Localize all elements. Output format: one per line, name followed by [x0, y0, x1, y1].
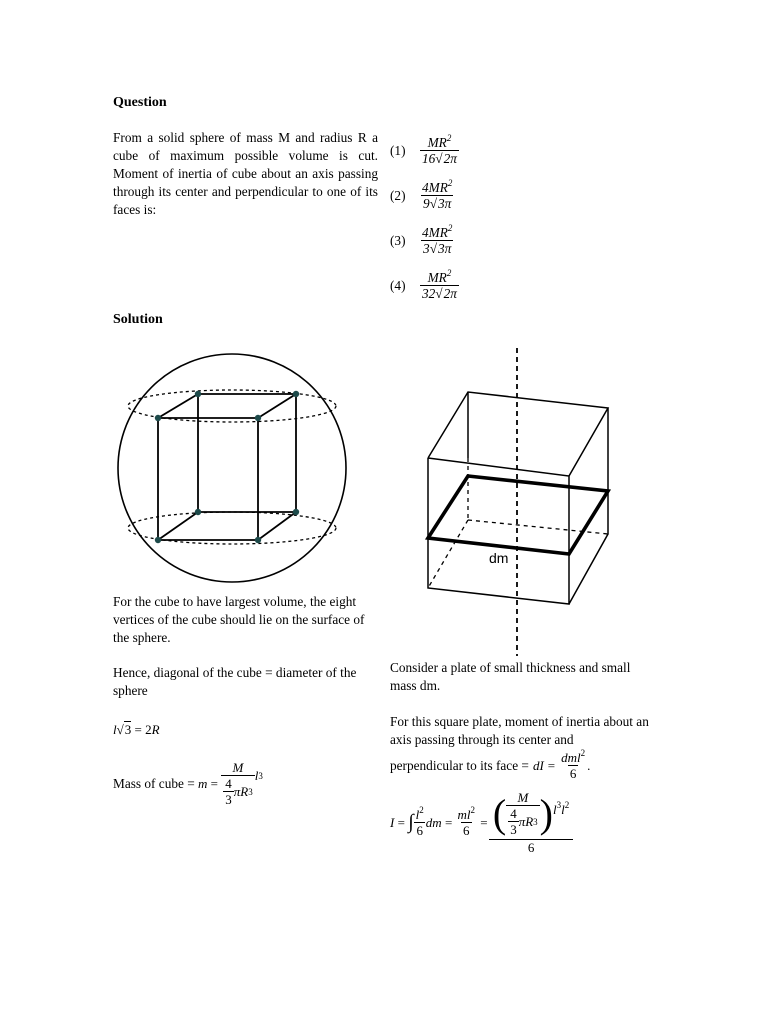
- solution-heading: Solution: [113, 312, 163, 327]
- option-2: [390, 173, 459, 218]
- option-fraction: $\frac{MR^2}{16√2\pi}$: [422, 133, 457, 166]
- solution-para-2: Hence, diagonal of the cube = diameter of the sphere: [113, 665, 357, 698]
- question-heading: Question: [113, 95, 167, 110]
- solution-para-3: Consider a plate of small thickness and small mass dm.: [390, 660, 631, 693]
- sphere-outline: [118, 354, 346, 582]
- dI-equation: perpendicular to its face = dI = $\frac{dml^2}{6}$ .: [390, 748, 591, 781]
- option-label: (4): [390, 277, 406, 293]
- cube-vertices: [155, 391, 299, 543]
- hidden-edges: [428, 458, 608, 588]
- mass-equation: Mass of cube = m = M $\frac{4}{3}$ πR 3 l 3: [113, 760, 263, 807]
- square-plate: [428, 476, 608, 554]
- big-fraction: ( M $\frac{4}{3}$ πR 3 ) $l^3l^2$ 6: [491, 790, 571, 855]
- option-1: [390, 128, 459, 173]
- option-3: [390, 218, 459, 263]
- option-fraction: $\frac{4MR^2}{9√3\pi}$: [422, 178, 453, 211]
- integral-equation: I = ∫ $\frac{l^2}{6}$ dm = $\frac{ml^2}{6}$ = ( M $\frac{4}{3}$ πR 3 ) $l^3l^2$ 6: [390, 790, 571, 855]
- option-fraction: $\frac{4MR^2}{3√3\pi}$: [422, 223, 453, 256]
- inscribed-cube: [158, 394, 296, 540]
- option-fraction: $\frac{MR^2}{32√2\pi}$: [422, 268, 457, 301]
- option-label: (1): [390, 142, 406, 158]
- option-label: (2): [390, 187, 406, 203]
- question-text: From a solid sphere of mass M and radius R a cube of maximum possible volume is cut. Moment of inertia of cube about an axis passing through its center and perpendicular to one of its faces is:: [113, 130, 378, 217]
- diagonal-equation: l√3 = 2R: [113, 722, 160, 737]
- sphere-cube-figure: [110, 348, 354, 588]
- options-list: [390, 128, 459, 308]
- mass-fraction: M $\frac{4}{3}$ πR 3: [221, 760, 254, 807]
- option-label: (3): [390, 232, 406, 248]
- dI-fraction: $\frac{dml^2}{6}$: [561, 748, 586, 781]
- dm-label: dm: [489, 550, 509, 566]
- cube-plate-figure: [420, 348, 616, 656]
- solution-para-1: For the cube to have largest volume, the eight vertices of the cube should lie on the surface of the sphere.: [113, 594, 365, 645]
- solution-para-4: For this square plate, moment of inertia about an axis passing through its center and: [390, 714, 649, 747]
- option-4: [390, 263, 459, 308]
